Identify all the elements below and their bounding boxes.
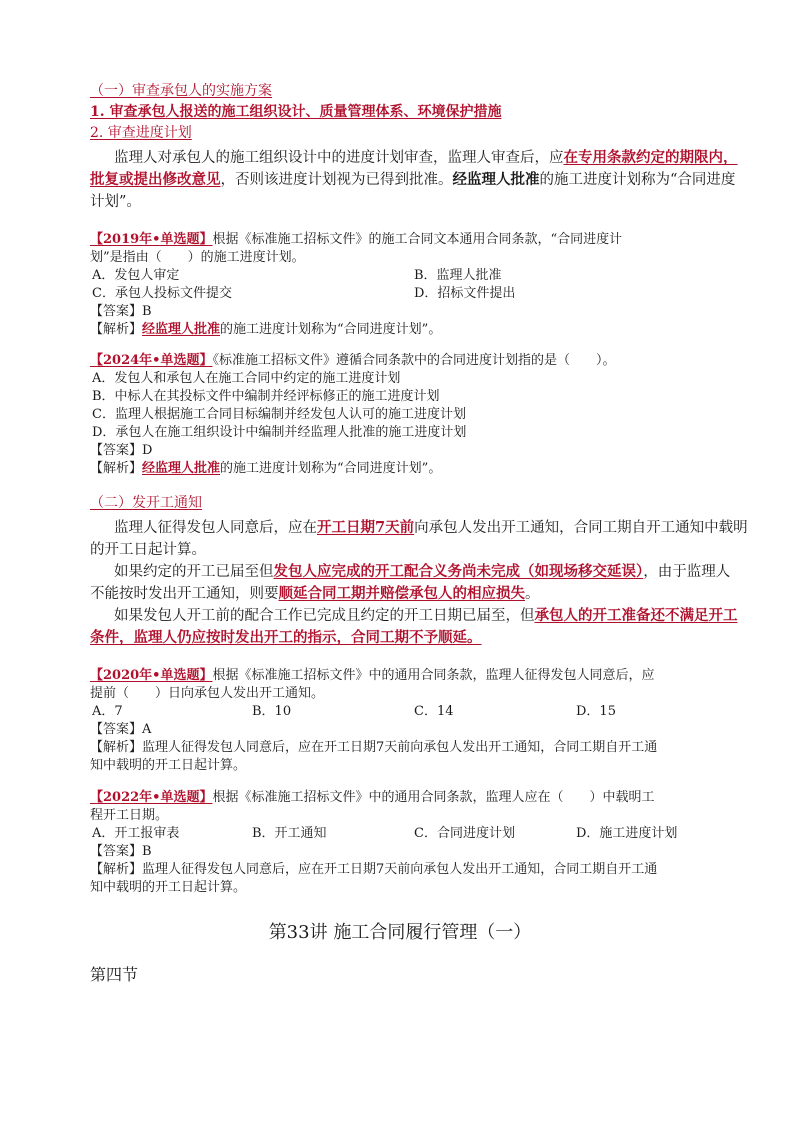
option-b: B．开工通知 xyxy=(252,826,327,841)
paragraph-text: 如果约定的开工已届至但 xyxy=(114,564,274,580)
option-c: C．合同进度计划 xyxy=(414,826,515,841)
paragraph-text: 。 xyxy=(525,586,540,602)
option-d: D．15 xyxy=(576,704,616,719)
analysis-line-cont: 知中载明的开工日起计算。 xyxy=(90,880,247,895)
question-tag: 【2019年•单选题】 xyxy=(90,232,213,247)
question-text: 《标准施工招标文件》遵循合同条款中的合同进度计划指的是（ ）。 xyxy=(212,353,616,368)
section-heading-2: （二）发开工通知 xyxy=(90,495,202,511)
question-tag: 【2022年•单选题】 xyxy=(90,790,213,805)
highlight-text: 发包人应完成的开工配合义务尚未完成（如现场移交延误） xyxy=(273,563,644,580)
paragraph-text: ，否则该进度计划视为已得到批准。 xyxy=(220,172,453,188)
analysis-text: 的施工进度计划称为“合同进度计划”。 xyxy=(220,461,442,476)
question-tag: 【2020年•单选题】 xyxy=(90,668,213,683)
question-stem-cont: 划”是指由（ ）的施工进度计划。 xyxy=(90,250,305,265)
highlight-text: 经监理人批准 xyxy=(142,322,221,337)
paragraph-line xyxy=(90,582,540,603)
paragraph-text: 不能按时发出开工通知，则要 xyxy=(90,586,279,602)
question-text: 根据《标准施工招标文件》中的通用合同条款，监理人应在（ ）中载明工 xyxy=(212,790,655,805)
paragraph-line xyxy=(114,146,738,167)
analysis-line xyxy=(90,318,441,337)
analysis-line-cont: 知中载明的开工日起计算。 xyxy=(90,758,247,773)
bold-text: 经监理人批准 xyxy=(452,171,540,188)
option-b: B．10 xyxy=(252,704,292,719)
paragraph-text: 向承包人发出开工通知，合同工期自开工通知中载明 xyxy=(414,520,748,536)
question-stem-cont: 程开工日期。 xyxy=(90,808,169,823)
answer-line: 【答案】B xyxy=(90,304,152,319)
question-text: 根据《标准施工招标文件》中的通用合同条款，监理人征得发包人同意后，应 xyxy=(212,668,655,683)
section-item-1: 1. 审查承包人报送的施工组织设计、质量管理体系、环境保护措施 xyxy=(90,104,502,120)
paragraph-text: 监理人对承包人的施工组织设计中的进度计划审查，监理人审查后，应 xyxy=(114,150,564,166)
question-stem-cont: 提前（ ）日向承包人发出开工通知。 xyxy=(90,686,325,701)
paragraph-line xyxy=(114,560,730,581)
lecture-title: 第33讲 施工合同履行管理（一） xyxy=(268,922,532,943)
question-tag: 【2024年•单选题】 xyxy=(90,353,213,368)
question-stem xyxy=(90,786,655,805)
analysis-text: 的施工进度计划称为“合同进度计划”。 xyxy=(220,322,442,337)
question-stem xyxy=(90,349,616,368)
option-a: A．发包人审定 xyxy=(92,268,180,283)
highlight-text: 经监理人批准 xyxy=(142,461,221,476)
analysis-label: 【解析】 xyxy=(90,461,143,476)
paragraph-line xyxy=(114,516,748,537)
question-text: 根据《标准施工招标文件》的施工合同文本通用合同条款，“合同进度计 xyxy=(212,232,623,247)
option-b: B．中标人在其投标文件中编制并经评标修正的施工进度计划 xyxy=(92,389,440,404)
option-a: A．开工报审表 xyxy=(92,826,180,841)
answer-line: 【答案】A xyxy=(90,722,152,737)
option-c: C．14 xyxy=(414,704,454,719)
highlight-text: 顺延合同工期并赔偿承包人的相应损失 xyxy=(278,585,525,602)
highlight-text: 开工日期7天前 xyxy=(317,519,415,536)
highlight-text: 承包人的开工准备还不满足开工 xyxy=(534,607,738,624)
question-stem xyxy=(90,228,622,247)
option-a: A．发包人和承包人在施工合同中约定的施工进度计划 xyxy=(92,371,401,386)
section-label: 第四节 xyxy=(90,965,139,984)
analysis-label: 【解析】 xyxy=(90,322,143,337)
answer-line: 【答案】D xyxy=(90,443,153,458)
section-heading-1: （一）审查承包人的实施方案 xyxy=(90,83,272,99)
option-d: D．招标文件提出 xyxy=(414,286,516,301)
paragraph-text: 如果发包人开工前的配合工作已完成且约定的开工日期已届至，但 xyxy=(114,608,535,624)
section-item-2: 2. 审查进度计划 xyxy=(90,125,192,141)
paragraph-line: 的开工日起计算。 xyxy=(90,542,206,558)
option-a: A．7 xyxy=(92,704,123,719)
highlight-text: 在专用条款约定的期限内， xyxy=(563,149,738,166)
question-stem xyxy=(90,664,655,683)
answer-line: 【答案】B xyxy=(90,844,152,859)
option-b: B．监理人批准 xyxy=(414,268,502,283)
paragraph-line xyxy=(114,604,738,625)
paragraph-line xyxy=(90,168,735,189)
highlight-text: 批复或提出修改意见 xyxy=(90,171,221,188)
analysis-line xyxy=(90,457,441,476)
option-d: D．承包人在施工组织设计中编制并经监理人批准的施工进度计划 xyxy=(92,425,467,440)
highlight-line: 条件，监理人仍应按时发出开工的指示，合同工期不予顺延。 xyxy=(90,629,482,646)
analysis-line: 【解析】监理人征得发包人同意后，应在开工日期7天前向承包人发出开工通知，合同工期自开工通 xyxy=(90,740,658,755)
paragraph-line: 计划”。 xyxy=(90,194,141,210)
analysis-line: 【解析】监理人征得发包人同意后，应在开工日期7天前向承包人发出开工通知，合同工期自开工通 xyxy=(90,862,658,877)
paragraph-text: 的施工进度计划称为“合同进度 xyxy=(539,172,736,188)
option-c: C．监理人根据施工合同目标编制并经发包人认可的施工进度计划 xyxy=(92,407,466,422)
paragraph-text: ，由于监理人 xyxy=(643,564,731,580)
option-d: D．施工进度计划 xyxy=(576,826,678,841)
paragraph-text: 监理人征得发包人同意后，应在 xyxy=(114,520,317,536)
option-c: C．承包人投标文件提交 xyxy=(92,286,232,301)
